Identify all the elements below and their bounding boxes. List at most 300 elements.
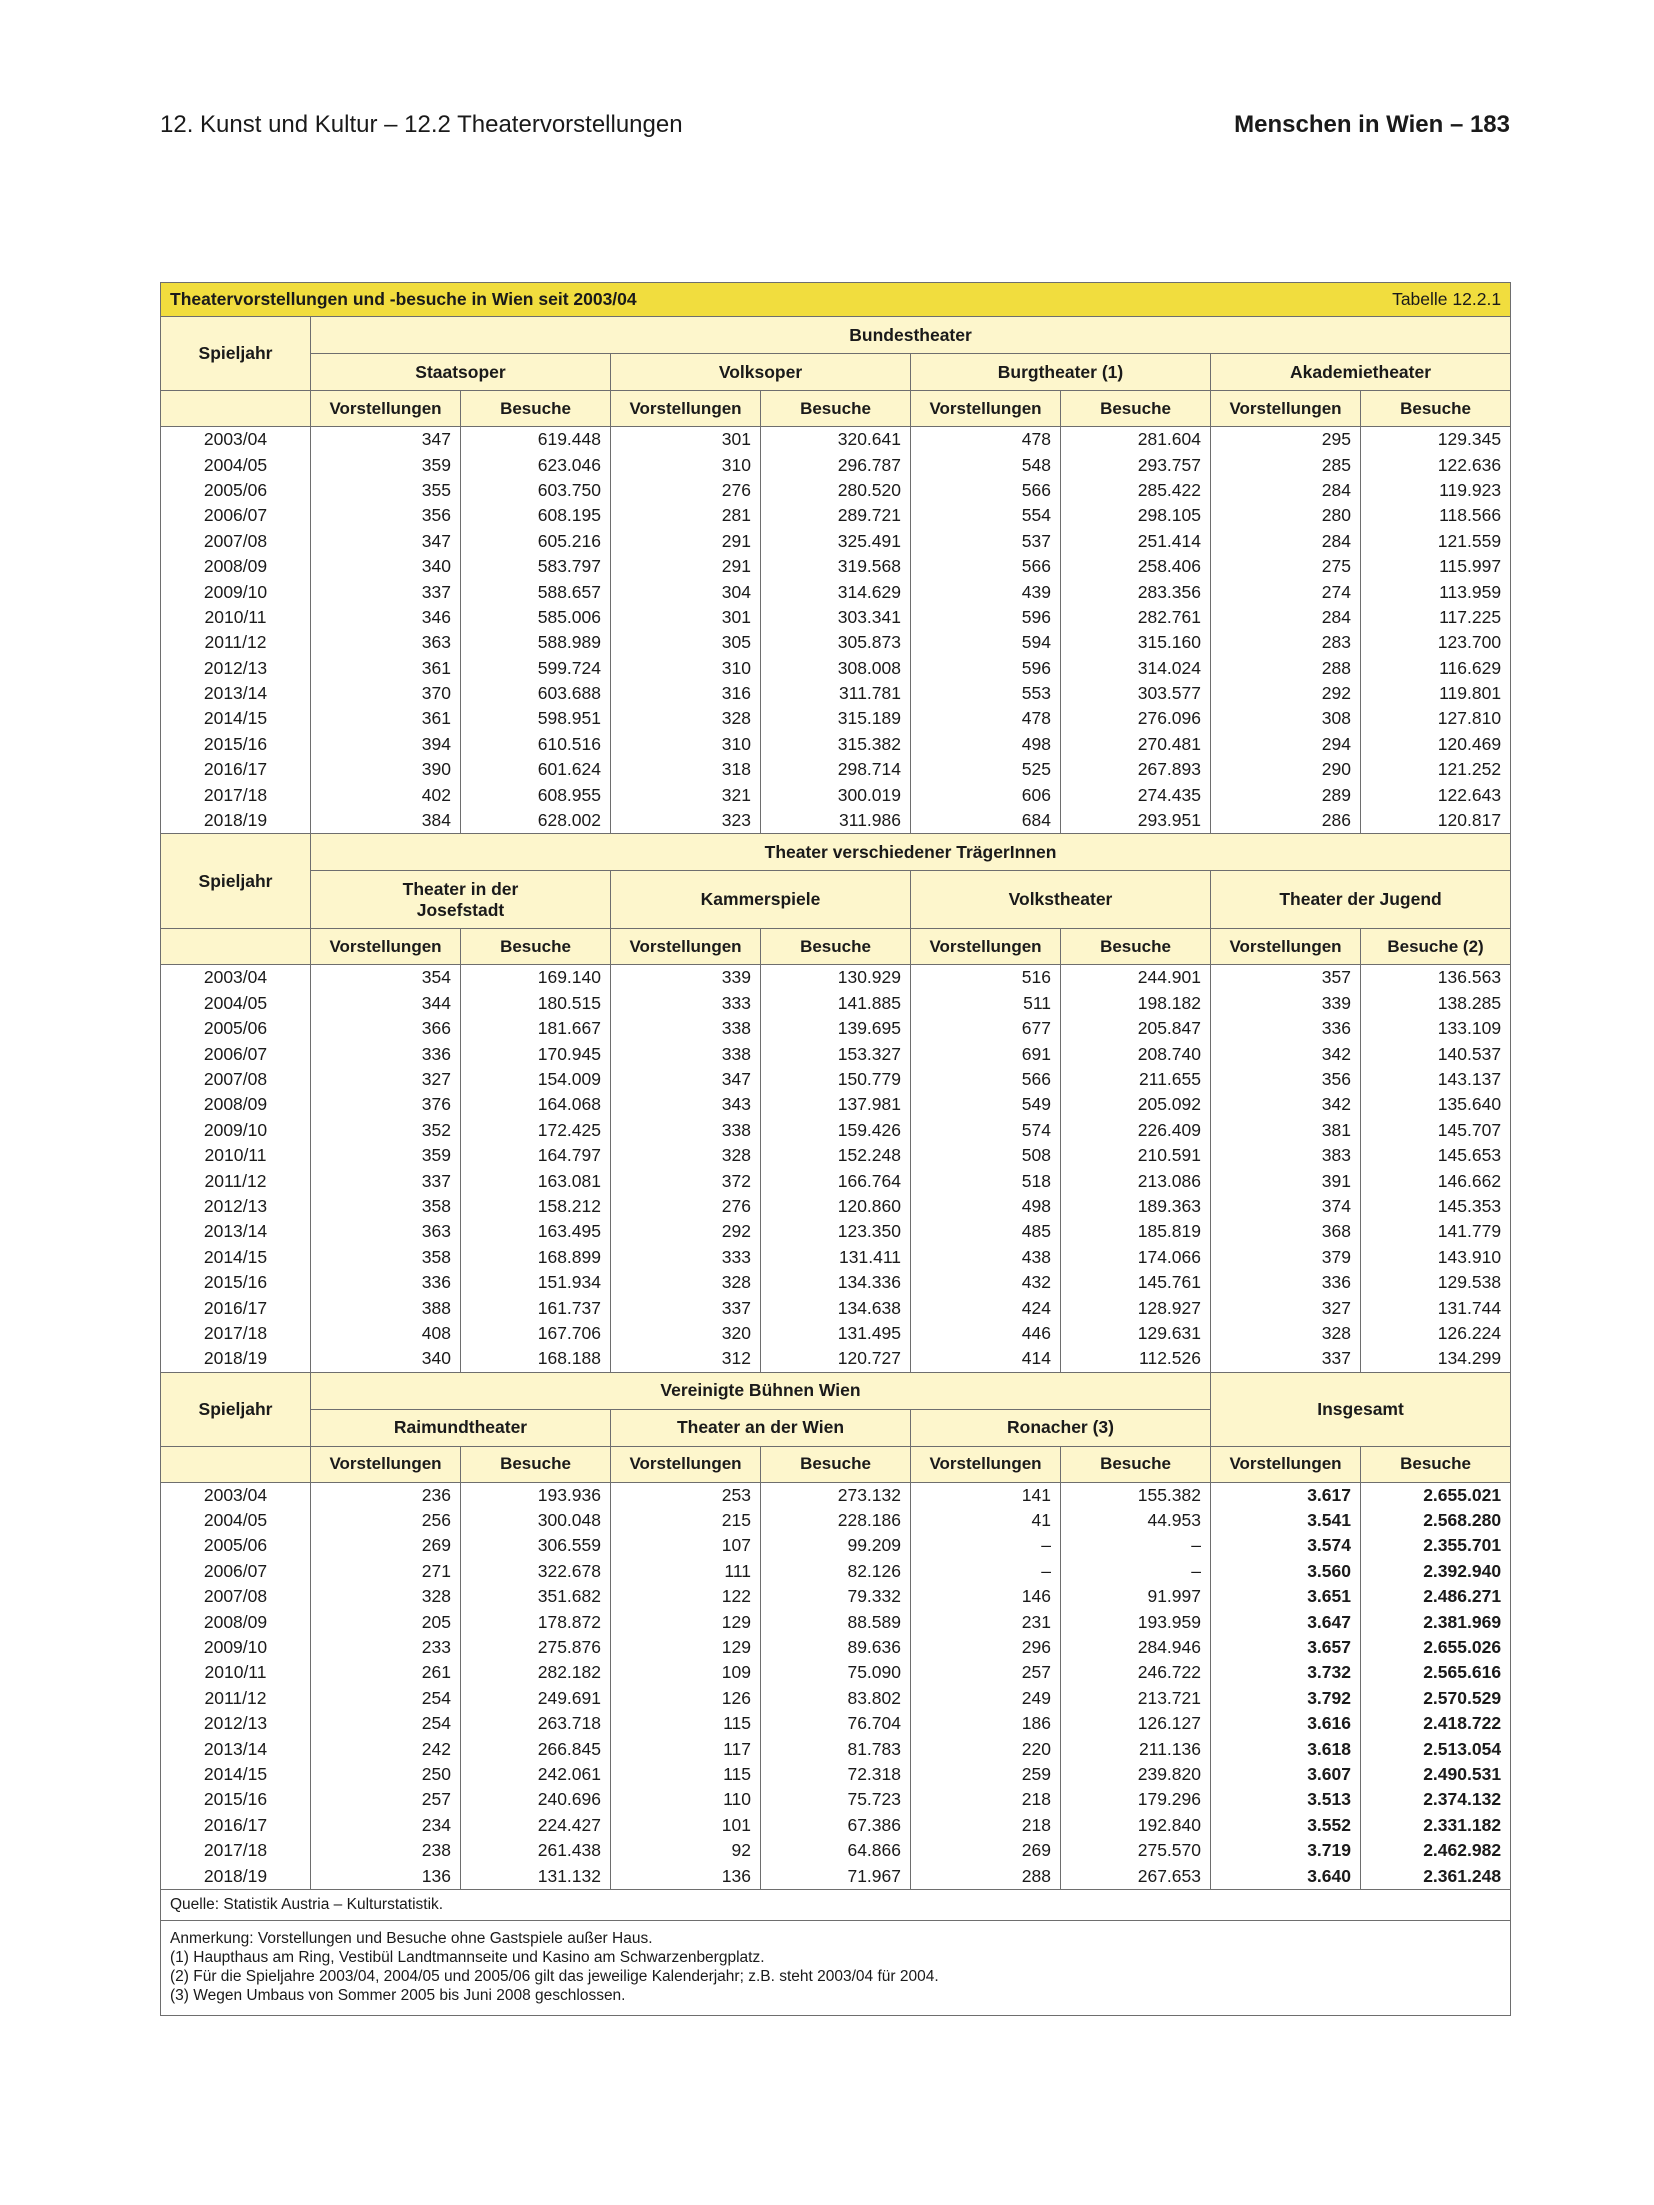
section-vbw-header: [161, 1372, 1511, 1482]
col-besuche-header: Besuche: [761, 1446, 911, 1482]
year-cell: 2016/17: [161, 1295, 311, 1320]
year-cell: 2018/19: [161, 808, 311, 834]
theater-header: Theater der Jugend: [1211, 871, 1511, 929]
besuche-cell: 174.066: [1061, 1245, 1211, 1270]
vorstellungen-cell: 291: [611, 529, 761, 554]
vorstellungen-cell: 368: [1211, 1219, 1361, 1244]
besuche-cell: 145.653: [1361, 1143, 1511, 1168]
year-header: Spieljahr: [161, 834, 311, 929]
col-vorstellungen-header: Vorstellungen: [611, 1446, 761, 1482]
vorstellungen-cell: 238: [311, 1838, 461, 1863]
besuche-cell: 2.392.940: [1361, 1559, 1511, 1584]
table-row: [161, 1143, 1511, 1168]
table-row: [161, 1609, 1511, 1634]
besuche-cell: 146.662: [1361, 1168, 1511, 1193]
besuche-cell: 164.797: [461, 1143, 611, 1168]
besuche-cell: 159.426: [761, 1118, 911, 1143]
vorstellungen-cell: 305: [611, 630, 761, 655]
vorstellungen-cell: 292: [611, 1219, 761, 1244]
vorstellungen-cell: 684: [911, 808, 1061, 834]
besuche-cell: 163.081: [461, 1168, 611, 1193]
table-title-cell: [161, 283, 1511, 317]
year-cell: 2004/05: [161, 991, 311, 1016]
table-row: [161, 732, 1511, 757]
besuche-cell: 2.655.026: [1361, 1635, 1511, 1660]
vorstellungen-cell: 301: [611, 427, 761, 453]
theater-header: Theater in der Josefstadt: [311, 871, 611, 929]
besuche-cell: 145.353: [1361, 1194, 1511, 1219]
theater-header: Raimundtheater: [311, 1409, 611, 1446]
besuche-cell: 120.860: [761, 1194, 911, 1219]
besuche-cell: –: [1061, 1559, 1211, 1584]
vorstellungen-cell: 518: [911, 1168, 1061, 1193]
statistics-table-wrapper: [160, 282, 1510, 2016]
vorstellungen-cell: 3.618: [1211, 1736, 1361, 1761]
year-cell: 2007/08: [161, 529, 311, 554]
vorstellungen-cell: 478: [911, 706, 1061, 731]
col-vorstellungen-header: Vorstellungen: [911, 391, 1061, 427]
table-row: [161, 991, 1511, 1016]
besuche-cell: 296.787: [761, 452, 911, 477]
besuche-cell: 249.691: [461, 1686, 611, 1711]
besuche-cell: 308.008: [761, 656, 911, 681]
vorstellungen-cell: 295: [1211, 427, 1361, 453]
besuche-cell: 226.409: [1061, 1118, 1211, 1143]
vorstellungen-cell: 333: [611, 1245, 761, 1270]
besuche-cell: 126.127: [1061, 1711, 1211, 1736]
theater-header: Staatsoper: [311, 354, 611, 391]
besuche-cell: 211.655: [1061, 1067, 1211, 1092]
vorstellungen-cell: 146: [911, 1584, 1061, 1609]
col-vorstellungen-header: Vorstellungen: [1211, 929, 1361, 965]
besuche-cell: 127.810: [1361, 706, 1511, 731]
besuche-cell: 133.109: [1361, 1016, 1511, 1041]
besuche-cell: 131.411: [761, 1245, 911, 1270]
besuche-cell: 598.951: [461, 706, 611, 731]
table-row: [161, 1295, 1511, 1320]
year-cell: 2014/15: [161, 1762, 311, 1787]
besuche-cell: 610.516: [461, 732, 611, 757]
year-cell: 2006/07: [161, 503, 311, 528]
besuche-cell: 298.105: [1061, 503, 1211, 528]
vorstellungen-cell: 336: [311, 1270, 461, 1295]
col-vorstellungen-header: Vorstellungen: [911, 1446, 1061, 1482]
besuche-cell: 213.086: [1061, 1168, 1211, 1193]
table-row: [161, 1635, 1511, 1660]
besuche-cell: 2.486.271: [1361, 1584, 1511, 1609]
besuche-cell: 240.696: [461, 1787, 611, 1812]
besuche-cell: 619.448: [461, 427, 611, 453]
vorstellungen-cell: 310: [611, 656, 761, 681]
besuche-cell: 192.840: [1061, 1813, 1211, 1838]
col-besuche-header: Besuche: [1361, 1446, 1511, 1482]
besuche-cell: 131.744: [1361, 1295, 1511, 1320]
col-vorstellungen-header: Vorstellungen: [1211, 391, 1361, 427]
besuche-cell: 315.160: [1061, 630, 1211, 655]
vorstellungen-cell: 596: [911, 656, 1061, 681]
vorstellungen-cell: 328: [611, 1143, 761, 1168]
table-title: Theatervorstellungen und -besuche in Wien seit 2003/04: [170, 289, 637, 309]
vorstellungen-cell: 261: [311, 1660, 461, 1685]
year-cell: 2004/05: [161, 452, 311, 477]
vorstellungen-cell: 372: [611, 1168, 761, 1193]
notes-cell: [161, 1920, 1511, 2015]
theater-header: Akademietheater: [1211, 354, 1511, 391]
vorstellungen-cell: 321: [611, 782, 761, 807]
col-vorstellungen-header: Vorstellungen: [611, 391, 761, 427]
vorstellungen-cell: 275: [1211, 554, 1361, 579]
vorstellungen-cell: 383: [1211, 1143, 1361, 1168]
year-cell: 2003/04: [161, 1482, 311, 1508]
besuche-cell: 605.216: [461, 529, 611, 554]
vorstellungen-cell: 508: [911, 1143, 1061, 1168]
year-subheader-blank: [161, 391, 311, 427]
besuche-cell: 134.299: [1361, 1346, 1511, 1372]
year-cell: 2008/09: [161, 554, 311, 579]
vorstellungen-cell: 111: [611, 1559, 761, 1584]
besuche-cell: 289.721: [761, 503, 911, 528]
besuche-cell: 623.046: [461, 452, 611, 477]
vorstellungen-cell: 358: [311, 1245, 461, 1270]
vorstellungen-cell: 359: [311, 452, 461, 477]
vorstellungen-cell: 446: [911, 1321, 1061, 1346]
besuche-cell: 599.724: [461, 656, 611, 681]
note-line: (2) Für die Spieljahre 2003/04, 2004/05 und 2005/06 gilt das jeweilige Kalenderjahr; z.B. steht 2003/04 für 2004.: [170, 1967, 939, 1985]
col-besuche-header: Besuche: [1061, 391, 1211, 427]
note-line: Anmerkung: Vorstellungen und Besuche ohne Gastspiele außer Haus.: [170, 1929, 653, 1947]
vorstellungen-cell: 347: [311, 529, 461, 554]
year-cell: 2006/07: [161, 1041, 311, 1066]
table-row: [161, 630, 1511, 655]
besuche-cell: 263.718: [461, 1711, 611, 1736]
besuche-cell: 314.024: [1061, 656, 1211, 681]
besuche-cell: 129.345: [1361, 427, 1511, 453]
col-vorstellungen-header: Vorstellungen: [311, 1446, 461, 1482]
besuche-cell: 251.414: [1061, 529, 1211, 554]
besuche-cell: 284.946: [1061, 1635, 1211, 1660]
vorstellungen-cell: 391: [1211, 1168, 1361, 1193]
besuche-cell: 205.847: [1061, 1016, 1211, 1041]
vorstellungen-cell: 233: [311, 1635, 461, 1660]
besuche-cell: 319.568: [761, 554, 911, 579]
vorstellungen-cell: 336: [1211, 1016, 1361, 1041]
year-cell: 2005/06: [161, 478, 311, 503]
vorstellungen-cell: 242: [311, 1736, 461, 1761]
besuche-cell: 131.132: [461, 1863, 611, 1889]
besuche-cell: 211.136: [1061, 1736, 1211, 1761]
vorstellungen-cell: 516: [911, 965, 1061, 991]
year-header: Spieljahr: [161, 1372, 311, 1446]
besuche-cell: 314.629: [761, 579, 911, 604]
besuche-cell: 2.570.529: [1361, 1686, 1511, 1711]
year-cell: 2017/18: [161, 1838, 311, 1863]
besuche-cell: 158.212: [461, 1194, 611, 1219]
besuche-cell: 91.997: [1061, 1584, 1211, 1609]
besuche-cell: 139.695: [761, 1016, 911, 1041]
note-line: (1) Haupthaus am Ring, Vestibül Landtmannseite und Kasino am Schwarzenbergplatz.: [170, 1948, 765, 1966]
vorstellungen-cell: 290: [1211, 757, 1361, 782]
vorstellungen-cell: 356: [1211, 1067, 1361, 1092]
vorstellungen-cell: 3.616: [1211, 1711, 1361, 1736]
besuche-cell: 112.526: [1061, 1346, 1211, 1372]
table-row: [161, 1584, 1511, 1609]
besuche-cell: 224.427: [461, 1813, 611, 1838]
theater-statistics-table: [160, 282, 1511, 2016]
besuche-cell: 83.802: [761, 1686, 911, 1711]
col-besuche-header: Besuche (2): [1361, 929, 1511, 965]
page-header: [160, 111, 1510, 147]
vorstellungen-cell: 363: [311, 630, 461, 655]
besuche-cell: 585.006: [461, 605, 611, 630]
vorstellungen-cell: 336: [311, 1041, 461, 1066]
besuche-cell: 79.332: [761, 1584, 911, 1609]
vorstellungen-cell: 537: [911, 529, 1061, 554]
year-cell: 2017/18: [161, 1321, 311, 1346]
vorstellungen-cell: 342: [1211, 1092, 1361, 1117]
vorstellungen-cell: 122: [611, 1584, 761, 1609]
vorstellungen-cell: 337: [311, 1168, 461, 1193]
year-cell: 2011/12: [161, 1168, 311, 1193]
besuche-cell: 588.989: [461, 630, 611, 655]
theater-header: Theater an der Wien: [611, 1409, 911, 1446]
besuche-cell: 145.707: [1361, 1118, 1511, 1143]
besuche-cell: 208.740: [1061, 1041, 1211, 1066]
vorstellungen-cell: 606: [911, 782, 1061, 807]
col-vorstellungen-header: Vorstellungen: [911, 929, 1061, 965]
besuche-cell: 129.538: [1361, 1270, 1511, 1295]
vorstellungen-cell: 339: [611, 965, 761, 991]
vorstellungen-cell: 236: [311, 1482, 461, 1508]
chapter-title: 12. Kunst und Kultur – 12.2 Theatervorstellungen: [160, 111, 683, 138]
vorstellungen-cell: 205: [311, 1609, 461, 1634]
besuche-cell: 205.092: [1061, 1092, 1211, 1117]
vorstellungen-cell: 316: [611, 681, 761, 706]
col-vorstellungen-header: Vorstellungen: [311, 929, 461, 965]
besuche-cell: 129.631: [1061, 1321, 1211, 1346]
vorstellungen-cell: 129: [611, 1609, 761, 1634]
besuche-cell: 115.997: [1361, 554, 1511, 579]
vorstellungen-cell: 276: [611, 478, 761, 503]
vorstellungen-cell: 548: [911, 452, 1061, 477]
vorstellungen-cell: 361: [311, 706, 461, 731]
section-bundestheater-header: [161, 317, 1511, 427]
besuche-cell: 164.068: [461, 1092, 611, 1117]
besuche-cell: 82.126: [761, 1559, 911, 1584]
besuche-cell: 161.737: [461, 1295, 611, 1320]
vorstellungen-cell: 101: [611, 1813, 761, 1838]
table-row: [161, 1559, 1511, 1584]
vorstellungen-cell: 340: [311, 554, 461, 579]
besuche-cell: 72.318: [761, 1762, 911, 1787]
vorstellungen-cell: 254: [311, 1711, 461, 1736]
section-vbw-rows: [161, 1482, 1511, 1889]
table-row: [161, 1168, 1511, 1193]
vorstellungen-cell: 257: [311, 1787, 461, 1812]
year-cell: 2009/10: [161, 1118, 311, 1143]
besuche-cell: 76.704: [761, 1711, 911, 1736]
vorstellungen-cell: 438: [911, 1245, 1061, 1270]
besuche-cell: 143.137: [1361, 1067, 1511, 1092]
besuche-cell: 311.986: [761, 808, 911, 834]
vorstellungen-cell: 3.607: [1211, 1762, 1361, 1787]
table-row: [161, 1321, 1511, 1346]
besuche-cell: 135.640: [1361, 1092, 1511, 1117]
besuche-cell: 300.019: [761, 782, 911, 807]
besuche-cell: 603.688: [461, 681, 611, 706]
table-row: [161, 706, 1511, 731]
besuche-cell: 267.893: [1061, 757, 1211, 782]
vorstellungen-cell: 115: [611, 1762, 761, 1787]
section-traegerinnen-header: [161, 834, 1511, 965]
vorstellungen-cell: 231: [911, 1609, 1061, 1634]
year-cell: 2018/19: [161, 1346, 311, 1372]
besuche-cell: 152.248: [761, 1143, 911, 1168]
table-row: [161, 1016, 1511, 1041]
vorstellungen-cell: 254: [311, 1686, 461, 1711]
vorstellungen-cell: 553: [911, 681, 1061, 706]
vorstellungen-cell: 310: [611, 452, 761, 477]
besuche-cell: 282.182: [461, 1660, 611, 1685]
table-row: [161, 1245, 1511, 1270]
theater-header: Volkstheater: [911, 871, 1211, 929]
vorstellungen-cell: 354: [311, 965, 461, 991]
besuche-cell: 303.341: [761, 605, 911, 630]
vorstellungen-cell: 596: [911, 605, 1061, 630]
year-cell: 2013/14: [161, 1219, 311, 1244]
besuche-cell: 119.923: [1361, 478, 1511, 503]
vorstellungen-cell: 328: [1211, 1321, 1361, 1346]
year-cell: 2016/17: [161, 757, 311, 782]
vorstellungen-cell: 566: [911, 554, 1061, 579]
vorstellungen-cell: 280: [1211, 503, 1361, 528]
besuche-cell: 178.872: [461, 1609, 611, 1634]
besuche-cell: 150.779: [761, 1067, 911, 1092]
besuche-cell: 351.682: [461, 1584, 611, 1609]
besuche-cell: 322.678: [461, 1559, 611, 1584]
besuche-cell: 2.565.616: [1361, 1660, 1511, 1685]
besuche-cell: 281.604: [1061, 427, 1211, 453]
besuche-cell: 2.568.280: [1361, 1508, 1511, 1533]
besuche-cell: 64.866: [761, 1838, 911, 1863]
year-cell: 2003/04: [161, 965, 311, 991]
vorstellungen-cell: 344: [311, 991, 461, 1016]
vorstellungen-cell: 312: [611, 1346, 761, 1372]
besuche-cell: 167.706: [461, 1321, 611, 1346]
vorstellungen-cell: 347: [611, 1067, 761, 1092]
table-row: [161, 1346, 1511, 1372]
vorstellungen-cell: 3.732: [1211, 1660, 1361, 1685]
vorstellungen-cell: 110: [611, 1787, 761, 1812]
col-besuche-header: Besuche: [461, 391, 611, 427]
vorstellungen-cell: 320: [611, 1321, 761, 1346]
year-cell: 2007/08: [161, 1067, 311, 1092]
besuche-cell: 193.936: [461, 1482, 611, 1508]
section-traegerinnen-rows: [161, 965, 1511, 1372]
besuche-cell: –: [1061, 1533, 1211, 1558]
vorstellungen-cell: 304: [611, 579, 761, 604]
vorstellungen-cell: 424: [911, 1295, 1061, 1320]
besuche-cell: 2.462.982: [1361, 1838, 1511, 1863]
vorstellungen-cell: 346: [311, 605, 461, 630]
year-cell: 2012/13: [161, 1711, 311, 1736]
year-cell: 2017/18: [161, 782, 311, 807]
vorstellungen-cell: 288: [1211, 656, 1361, 681]
besuche-cell: 121.252: [1361, 757, 1511, 782]
vorstellungen-cell: 3.617: [1211, 1482, 1361, 1508]
vorstellungen-cell: 141: [911, 1482, 1061, 1508]
vorstellungen-cell: 498: [911, 1194, 1061, 1219]
besuche-cell: 119.801: [1361, 681, 1511, 706]
vorstellungen-cell: 549: [911, 1092, 1061, 1117]
besuche-cell: 239.820: [1061, 1762, 1211, 1787]
besuche-cell: 122.636: [1361, 452, 1511, 477]
page-number-title: Menschen in Wien – 183: [1234, 111, 1510, 138]
besuche-cell: 2.381.969: [1361, 1609, 1511, 1634]
vorstellungen-cell: 370: [311, 681, 461, 706]
source-text: Quelle: Statistik Austria – Kulturstatistik.: [161, 1889, 1511, 1920]
vorstellungen-cell: 361: [311, 656, 461, 681]
vorstellungen-cell: 327: [1211, 1295, 1361, 1320]
vorstellungen-cell: 384: [311, 808, 461, 834]
vorstellungen-cell: 511: [911, 991, 1061, 1016]
vorstellungen-cell: 288: [911, 1863, 1061, 1889]
vorstellungen-cell: 318: [611, 757, 761, 782]
vorstellungen-cell: 359: [311, 1143, 461, 1168]
besuche-cell: 189.363: [1061, 1194, 1211, 1219]
besuche-cell: 123.700: [1361, 630, 1511, 655]
vorstellungen-cell: 402: [311, 782, 461, 807]
besuche-cell: 120.469: [1361, 732, 1511, 757]
year-cell: 2010/11: [161, 1143, 311, 1168]
vorstellungen-cell: 566: [911, 478, 1061, 503]
table-row: [161, 1813, 1511, 1838]
vorstellungen-cell: 285: [1211, 452, 1361, 477]
besuche-cell: 246.722: [1061, 1660, 1211, 1685]
vorstellungen-cell: 390: [311, 757, 461, 782]
besuche-cell: 141.885: [761, 991, 911, 1016]
vorstellungen-cell: 337: [1211, 1346, 1361, 1372]
besuche-cell: 126.224: [1361, 1321, 1511, 1346]
vorstellungen-cell: 374: [1211, 1194, 1361, 1219]
theater-header: Kammerspiele: [611, 871, 911, 929]
besuche-cell: 145.761: [1061, 1270, 1211, 1295]
vorstellungen-cell: 356: [311, 503, 461, 528]
year-cell: 2010/11: [161, 605, 311, 630]
notes-row: [161, 1920, 1511, 2015]
besuche-cell: 2.418.722: [1361, 1711, 1511, 1736]
vorstellungen-cell: 408: [311, 1321, 461, 1346]
vorstellungen-cell: 269: [911, 1838, 1061, 1863]
table-row: [161, 1711, 1511, 1736]
table-row: [161, 1194, 1511, 1219]
vorstellungen-cell: 574: [911, 1118, 1061, 1143]
besuche-cell: 588.657: [461, 579, 611, 604]
vorstellungen-cell: 289: [1211, 782, 1361, 807]
besuche-cell: 155.382: [1061, 1482, 1211, 1508]
besuche-cell: 89.636: [761, 1635, 911, 1660]
vorstellungen-cell: 394: [311, 732, 461, 757]
vorstellungen-cell: 107: [611, 1533, 761, 1558]
year-cell: 2014/15: [161, 706, 311, 731]
besuche-cell: 2.513.054: [1361, 1736, 1511, 1761]
vorstellungen-cell: 117: [611, 1736, 761, 1761]
year-cell: 2012/13: [161, 656, 311, 681]
besuche-cell: 273.132: [761, 1482, 911, 1508]
besuche-cell: 628.002: [461, 808, 611, 834]
besuche-cell: 131.495: [761, 1321, 911, 1346]
year-cell: 2014/15: [161, 1245, 311, 1270]
vorstellungen-cell: 253: [611, 1482, 761, 1508]
